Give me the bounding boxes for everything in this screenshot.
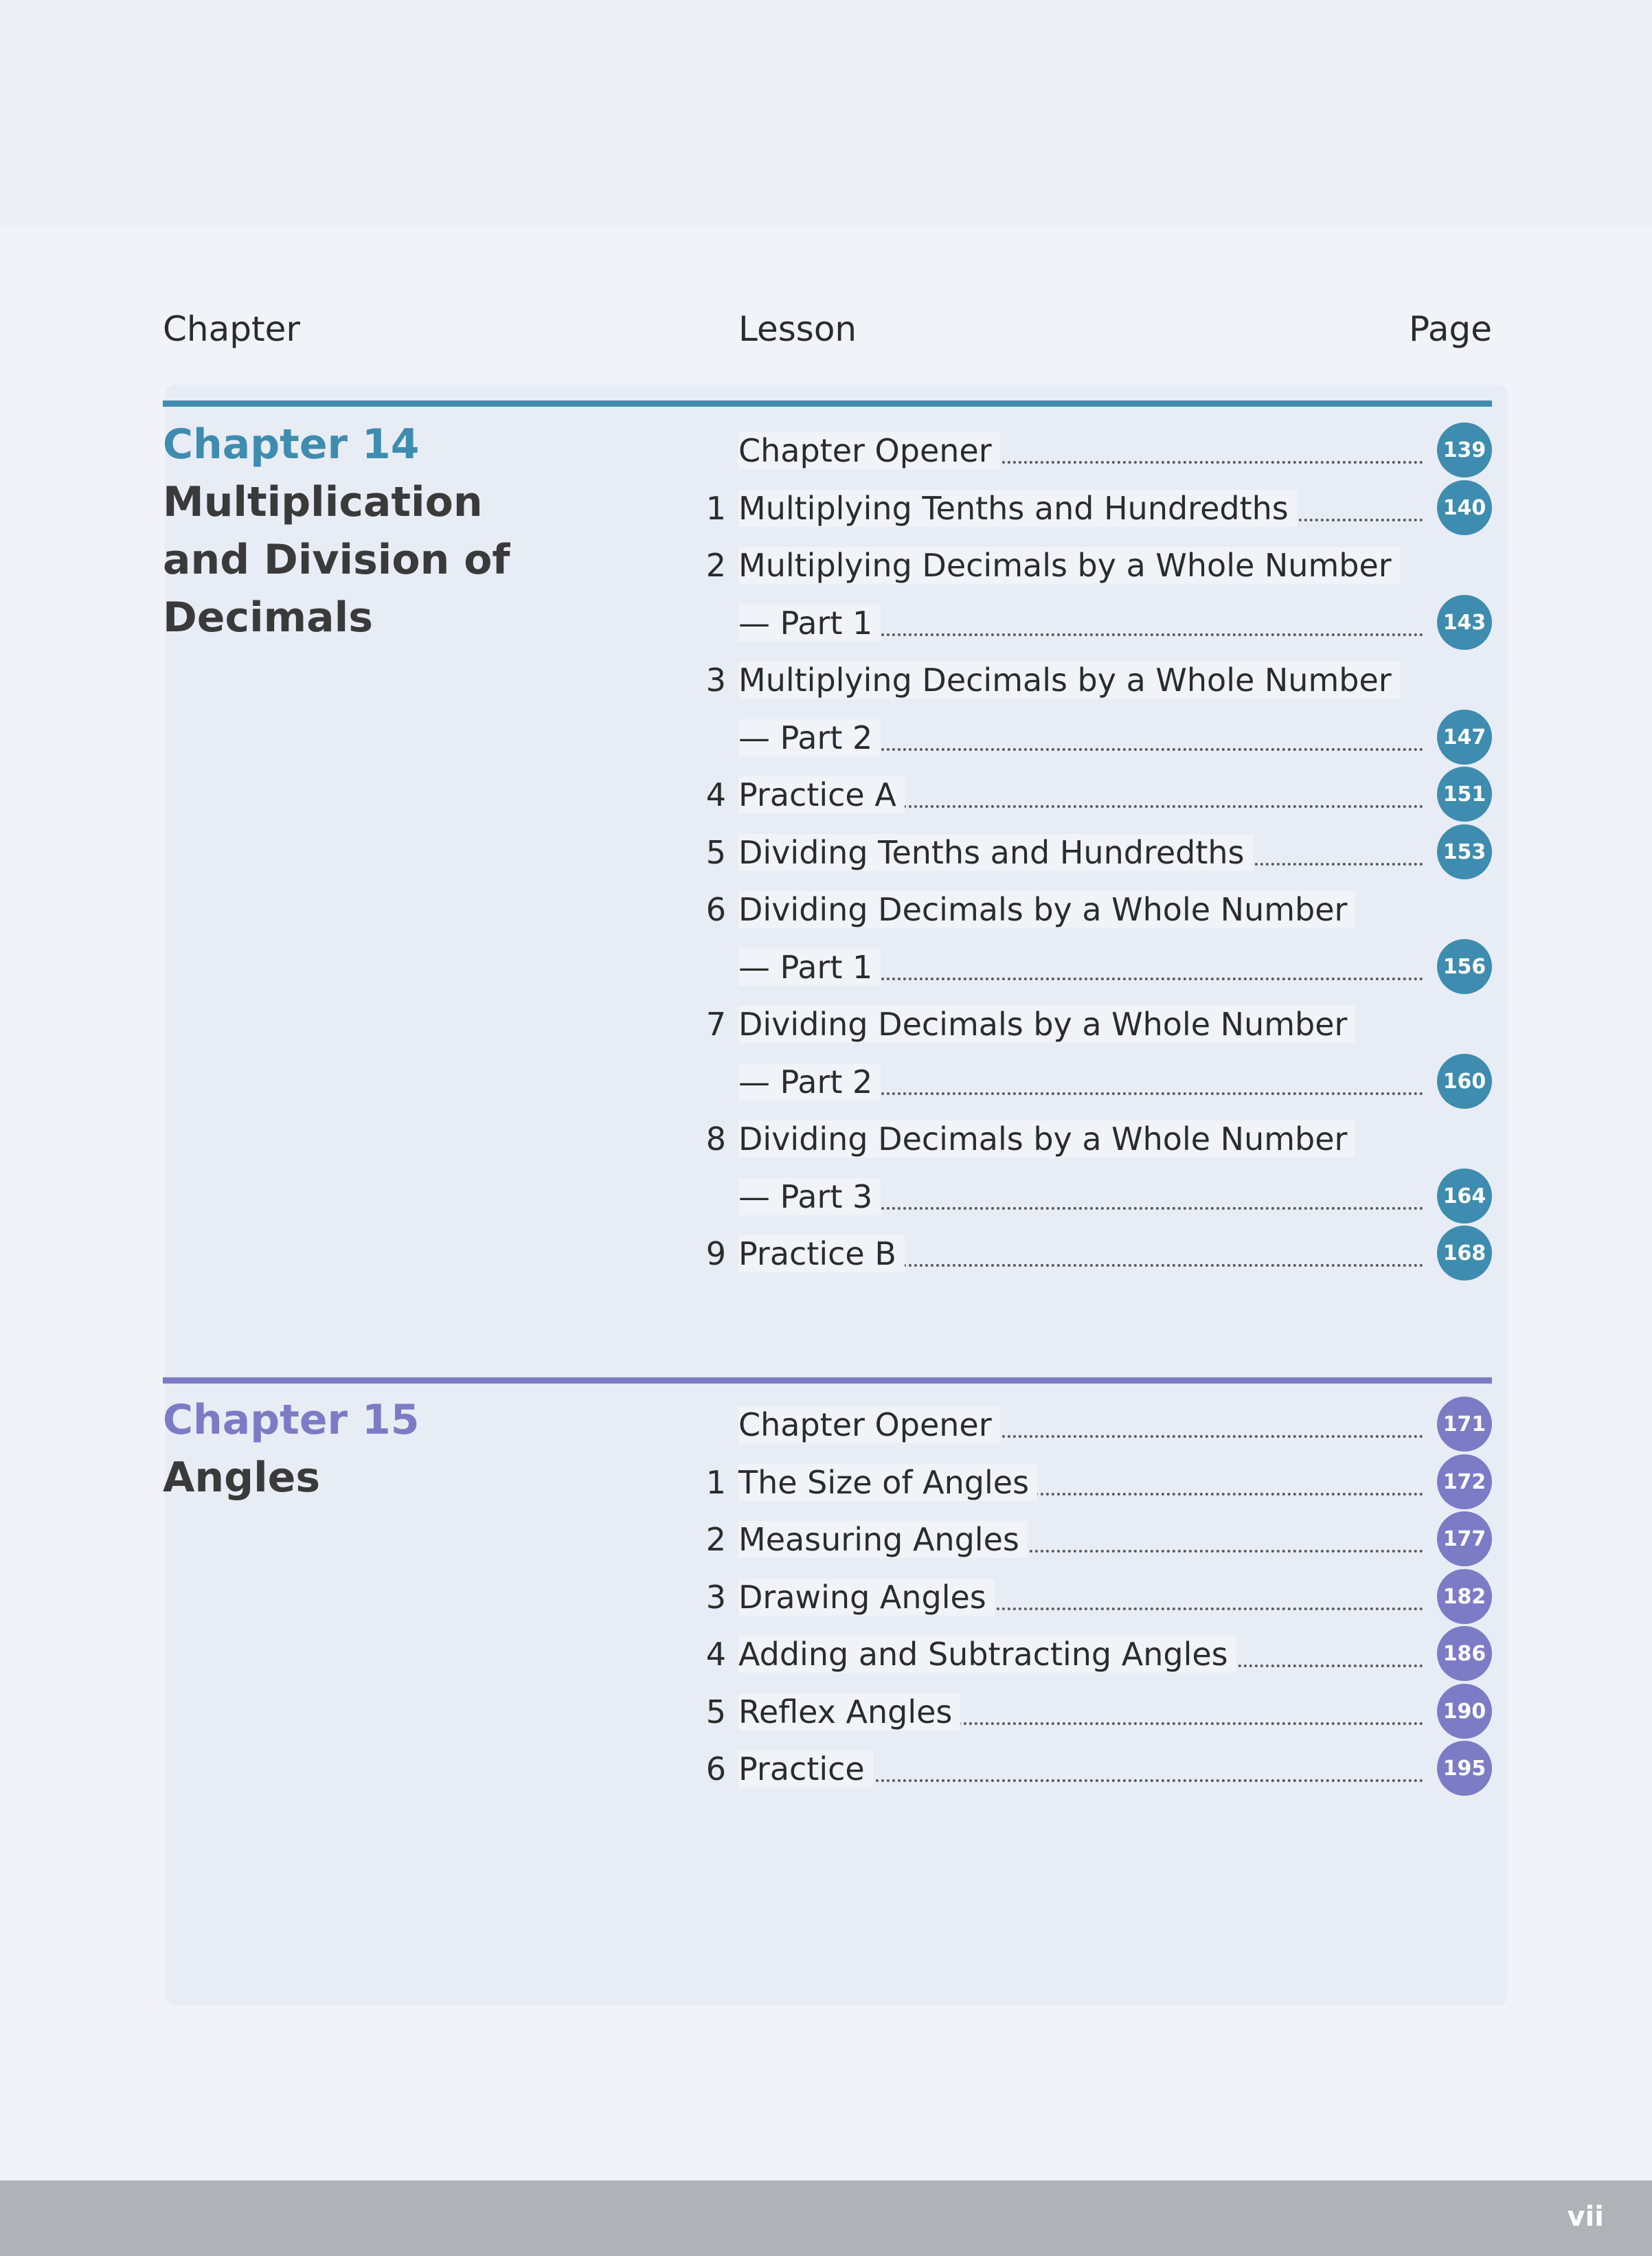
page-number-badge: 171 (1437, 1397, 1492, 1452)
lesson-row (163, 767, 1492, 824)
lesson-title: — Part 3 (738, 1178, 881, 1215)
lesson-row (163, 939, 1492, 997)
lesson-title: Dividing Decimals by a Whole Number (738, 891, 1355, 928)
page-number-badge: 164 (1437, 1169, 1492, 1223)
lesson-title: Multiplying Decimals by a Whole Number (738, 547, 1400, 584)
page-number-badge: 168 (1437, 1226, 1492, 1281)
chapter14-title-line-2: and Division of (163, 536, 510, 584)
lesson-title: Multiplying Tenths and Hundredths (738, 490, 1297, 527)
lesson-row (163, 1169, 1492, 1226)
lesson-row (163, 1397, 1492, 1454)
lesson-title: — Part 1 (738, 605, 881, 642)
page-number-badge: 160 (1437, 1054, 1492, 1109)
page-number-badge: 182 (1437, 1569, 1492, 1624)
lesson-title: The Size of Angles (738, 1464, 1037, 1501)
lesson-number: 7 (705, 1006, 726, 1043)
page-number-badge: 186 (1437, 1626, 1492, 1681)
chapter15-divider (163, 1377, 1492, 1384)
faded-header-band (0, 0, 1652, 227)
lesson-title: Chapter Opener (738, 432, 1000, 469)
lesson-number: 1 (705, 490, 726, 527)
lesson-row (163, 1054, 1492, 1112)
lesson-title: Dividing Decimals by a Whole Number (738, 1120, 1355, 1158)
lesson-title: Drawing Angles (738, 1579, 995, 1616)
lesson-column-label: Lesson (738, 309, 857, 349)
page-number-badge: 190 (1437, 1684, 1492, 1739)
lesson-title: Practice (738, 1750, 873, 1787)
chapter14-title-line-3: Decimals (163, 594, 373, 642)
page-number-badge: 153 (1437, 824, 1492, 879)
lesson-row (163, 1741, 1492, 1798)
chapter14-title-line-1: Multiplication (163, 478, 483, 526)
lesson-number: 2 (705, 1521, 726, 1558)
lesson-row (163, 824, 1492, 882)
lesson-title: Measuring Angles (738, 1521, 1028, 1558)
lesson-number: 3 (705, 1579, 726, 1616)
lesson-number: 9 (705, 1235, 726, 1272)
lesson-row (163, 710, 1492, 767)
lesson-number: 8 (705, 1120, 726, 1158)
page-number-badge: 147 (1437, 710, 1492, 765)
lesson-row (163, 1454, 1492, 1512)
lesson-title: Reflex Angles (738, 1693, 960, 1730)
lesson-row (163, 1511, 1492, 1569)
page-number-badge: 195 (1437, 1741, 1492, 1796)
chapter-column-label: Chapter (163, 309, 300, 349)
page-number-badge: 151 (1437, 767, 1492, 822)
lesson-row (163, 480, 1492, 538)
lesson-row (163, 1684, 1492, 1741)
lesson-title: Chapter Opener (738, 1406, 1000, 1443)
lesson-number: 4 (705, 776, 726, 813)
lesson-row (163, 422, 1492, 480)
lesson-row (163, 537, 1492, 595)
toc-column-header (163, 295, 1492, 371)
lesson-number: 5 (705, 1693, 726, 1730)
lesson-title: Dividing Tenths and Hundredths (738, 834, 1253, 871)
lesson-row (163, 996, 1492, 1054)
lesson-title: — Part 2 (738, 1063, 881, 1101)
lesson-title: Practice A (738, 776, 905, 813)
lesson-row (163, 1111, 1492, 1169)
lesson-number: 2 (705, 547, 726, 584)
lesson-number: 6 (705, 1750, 726, 1787)
page-number-badge: 140 (1437, 480, 1492, 535)
page-number: vii (1567, 2201, 1604, 2233)
chapter14-number: Chapter 14 (163, 420, 420, 469)
lesson-row (163, 881, 1492, 939)
page-number-badge: 156 (1437, 939, 1492, 994)
lesson-row (163, 652, 1492, 710)
lesson-title: Practice B (738, 1235, 905, 1272)
page-number-badge: 139 (1437, 422, 1492, 477)
page-number-badge: 172 (1437, 1454, 1492, 1509)
chapter14-divider (163, 401, 1492, 407)
lesson-title: Multiplying Decimals by a Whole Number (738, 662, 1400, 699)
page-number-badge: 177 (1437, 1511, 1492, 1566)
lesson-title: Dividing Decimals by a Whole Number (738, 1006, 1355, 1043)
lesson-number: 1 (705, 1464, 726, 1501)
chapter15-title-line-1: Angles (163, 1454, 321, 1502)
lesson-number: 5 (705, 834, 726, 871)
page-column-label: Page (1408, 309, 1492, 349)
lesson-number: 6 (705, 891, 726, 928)
page-footer (0, 2180, 1652, 2256)
chapter15-number: Chapter 15 (163, 1396, 420, 1444)
lesson-row (163, 1226, 1492, 1283)
lesson-row (163, 1569, 1492, 1627)
lesson-number: 4 (705, 1636, 726, 1673)
lesson-title: — Part 2 (738, 719, 881, 756)
lesson-title: — Part 1 (738, 949, 881, 986)
lesson-number: 3 (705, 662, 726, 699)
page-number-badge: 143 (1437, 595, 1492, 650)
lesson-title: Adding and Subtracting Angles (738, 1636, 1236, 1673)
lesson-row (163, 1626, 1492, 1684)
lesson-row (163, 595, 1492, 653)
